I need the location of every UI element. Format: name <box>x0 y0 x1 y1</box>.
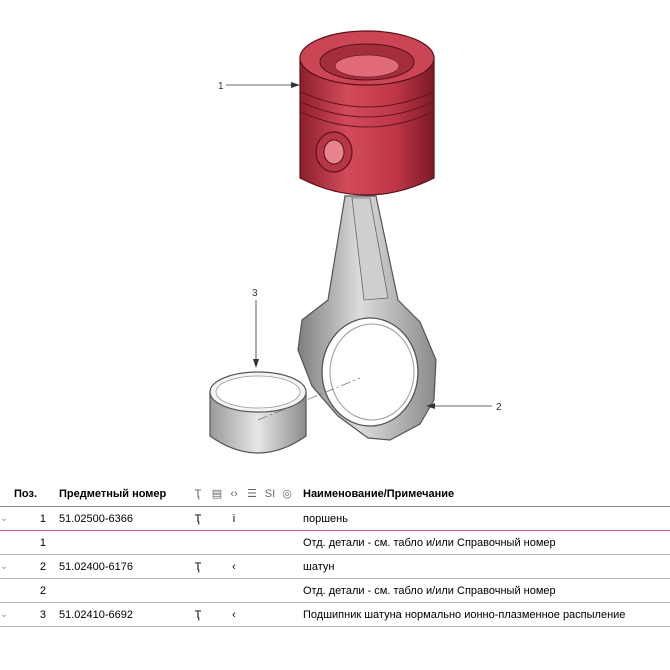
row-part-number: 51.02500-6366 <box>59 513 134 525</box>
row-name: Отд. детали - см. табло и/или Справочный номер <box>303 537 556 549</box>
table-header-row <box>0 484 670 507</box>
row-name: Подшипник шатуна нормально ионно-плазменное распыление <box>303 609 626 621</box>
column-header-pos[interactable]: Поз. <box>14 488 38 500</box>
callout-2[interactable] <box>426 402 502 413</box>
document-icon[interactable]: ▤ <box>211 488 223 500</box>
row-part-number: 51.02410-6692 <box>59 609 134 621</box>
row-marker: ⌄ <box>0 561 9 572</box>
row-name: Отд. детали - см. табло и/или Справочный номер <box>303 585 556 597</box>
column-header-part-number[interactable]: Предметный номер <box>59 488 167 500</box>
column-header-name[interactable]: Наименование/Примечание <box>303 488 455 500</box>
column-header-si[interactable]: SI <box>264 488 276 500</box>
table-row[interactable] <box>0 507 670 531</box>
row-pos: 1 <box>39 513 46 525</box>
info-icon[interactable]: i <box>232 513 236 525</box>
row-pos: 3 <box>39 609 46 621</box>
table-row[interactable] <box>0 603 670 627</box>
arrows-icon[interactable]: ‹› <box>230 488 238 500</box>
pin-icon[interactable]: Ҭ <box>194 488 202 500</box>
row-pos: 1 <box>39 537 46 549</box>
row-part-number: 51.02400-6176 <box>59 561 134 573</box>
list-icon[interactable]: ☰ <box>247 488 257 500</box>
pin-icon[interactable]: Ҭ <box>194 513 202 525</box>
connecting-rod[interactable] <box>298 196 436 440</box>
callout-1[interactable] <box>218 81 300 92</box>
row-pos: 2 <box>39 585 46 597</box>
row-name: шатун <box>303 561 335 573</box>
svg-text:2: 2 <box>496 402 502 413</box>
callout-3[interactable] <box>252 288 259 368</box>
svg-text:1: 1 <box>218 81 224 92</box>
svg-text:3: 3 <box>252 288 258 299</box>
row-pos: 2 <box>39 561 46 573</box>
row-marker: ⌄ <box>0 513 9 524</box>
table-row[interactable] <box>0 555 670 579</box>
piston[interactable] <box>300 31 434 195</box>
pin-icon[interactable]: Ҭ <box>194 561 202 573</box>
back-arrow-icon[interactable]: ‹ <box>232 561 236 573</box>
parts-table <box>0 484 670 627</box>
connecting-rod-bearing[interactable] <box>210 372 306 453</box>
circle-icon[interactable]: ◎ <box>282 488 292 500</box>
back-arrow-icon[interactable]: ‹ <box>232 609 236 621</box>
table-row[interactable] <box>0 531 670 555</box>
row-marker: ⌄ <box>0 609 9 620</box>
table-row[interactable] <box>0 579 670 603</box>
pin-icon[interactable]: Ҭ <box>194 609 202 621</box>
row-name: поршень <box>303 513 348 525</box>
